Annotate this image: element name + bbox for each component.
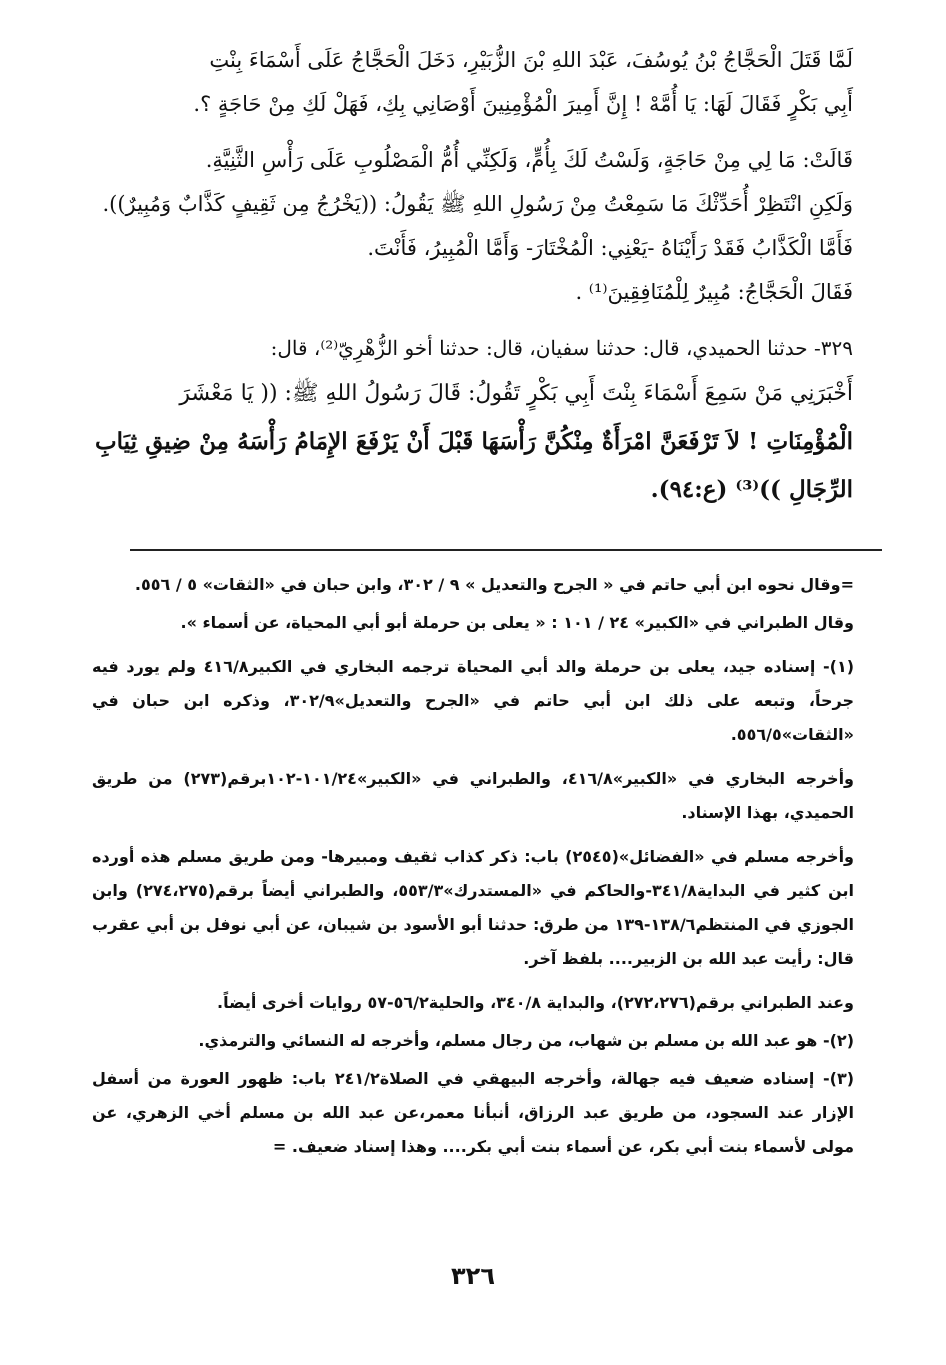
narration-line: لَمَّا قَتَلَ الْحَجَّاجُ بْنُ يُوسُفَ، عَبْدَ اللهِ بْنَ الزُّبَيْرِ، دَخَلَ الْحَجَّاجُ عَلَى أَسْمَاءَ بِنْتِ	[209, 48, 853, 72]
hadith-text	[95, 418, 853, 514]
footnote-continuation: =وقال نحوه ابن أبي حاتم في « الجرح والتعديل » ٩ / ٣٠٢، وابن حبان في «الثقات» ٥ / ٥٥٦.	[134, 575, 854, 594]
hadith-chain-continued: أَخْبَرَنِي مَنْ سَمِعَ أَسْمَاءَ بِنْتَ أَبِي بَكْرٍ تَقُولُ: قَالَ رَسُولُ اللهِ ﷺ: (( يَا مَعْشَرَ	[179, 381, 853, 406]
narration-line: وَلَكِنِ انْتَظِرْ أُحَدِّثْكَ مَا سَمِعْتُ مِنْ رَسُولِ اللهِ ﷺ يَقُولُ: ((يَخْرُجُ مِن ثَقِيفٍ كَذَّابٌ وَمُبِيرٌ)).	[102, 192, 853, 216]
footnotes	[92, 568, 854, 1168]
main-text	[95, 38, 853, 514]
footnote-separator	[130, 549, 882, 551]
footnote-2: (٢)- هو عبد الله بن مسلم بن شهاب، من رجال مسلم، وأخرجه له النسائي والترمذي.	[198, 1031, 854, 1050]
footnote-continuation: وقال الطبراني في «الكبير» ٢٤ / ١٠١ : « يعلى بن حرملة أبو أبي المحياة، عن أسماء ».	[180, 613, 854, 632]
narration-line: أَبِي بَكْرٍ فَقَالَ لَهَا: يَا أُمَّهْ ! إِنَّ أَمِيرَ الْمُؤْمِنِينَ أَوْصَانِي بِكِ، فَهَلْ لَكِ مِنْ حَاجَةٍ ؟.	[193, 92, 853, 116]
page-number: ٣٢٦	[451, 1262, 495, 1290]
narration-line: قَالَتْ: مَا لِي مِنْ حَاجَةٍ، وَلَسْتُ لَكَ بِأُمٍّ، وَلَكِنِّي أُمُّ الْمَصْلُوبِ عَلَى رَأْسِ الثَّنِيَّةِ.	[205, 148, 853, 172]
footnote-1-takhrij: وعند الطبراني برقم(٢٧٢،٢٧٦)، والبداية ٣٤٠/٨، والحلية٥٦/٢-٥٧ روايات أخرى أيضاً.	[217, 993, 854, 1012]
footnote-3: (٣)- إسناده ضعيف فيه جهالة، وأخرجه البيهقي في الصلاة٢٤١/٢ باب: ظهور العورة من أسفل الإزار عند السجود، من طريق عبد الرزاق، أنبأنا معمر،عن عبد الله بن مسلم أخي الزهري، عن مولى لأسماء بنت أبي بكر، عن أسماء بنت أبي بكر.... وهذا إسناد ضعيف. =	[92, 1069, 855, 1156]
hadith-chain: ٣٢٩- حدثنا الحميدي، قال: حدثنا سفيان، قال: حدثنا أخو الزُّهْرِيّ⁽²⁾، قال:	[270, 336, 853, 360]
narration-line: فَقَالَ الْحَجَّاجُ: مُبِيرٌ لِلْمُنَافِقِينَ⁽¹⁾ .	[575, 280, 853, 304]
footnote-1-takhrij: وأخرجه مسلم في «الفضائل»(٢٥٤٥) باب: ذكر كذاب ثقيف ومبيرها- ومن طريق مسلم هذه أورده ابن كثير في البداية٣٤١/٨-والحاكم في «المستدرك»٥٥٣/٣، والطبراني أيضاً برقم(٢٧٤،٢٧٥) وابن الجوزي في المنتظم١٣٨/٦-١٣٩ من طرق: حدثنا أبو الأسود بن شيبان، عن أبي نوفل بن أبي عقرب قال: رأيت عبد الله بن الزبير.... بلفظ آخر.	[92, 847, 855, 968]
footnote-1-takhrij: وأخرجه البخاري في «الكبير»٤١٦/٨، والطبراني في «الكبير»١٠١/٢٤-١٠٢برقم(٢٧٣) من طريق الحميدي، بهذا الإسناد.	[92, 769, 854, 822]
hadith-reference: ))⁽³⁾ (ع:٩٤).	[650, 476, 781, 503]
hadith-matn: الْمُؤْمِنَاتِ ! لاَ تَرْفَعَنَّ امْرَأَةٌ مِنْكُنَّ رَأْسَهَا قَبْلَ أَنْ يَرْفَعَ الإِمَامُ رَأْسَهُ مِنْ ضِيقِ ثِيَابِ الرِّجَالِ	[95, 428, 853, 503]
footnote-1: (١)- إسناده جيد، يعلى بن حرملة والد أبي المحياة ترجمه البخاري في الكبير٤١٦/٨ ولم يورد فيه جرحاً، وتبعه على ذلك ابن أبي حاتم في «الجرح والتعديل»٣٠٢/٩، وذكره ابن حبان في «الثقات»٥٥٦/٥.	[92, 657, 855, 744]
narration-line: فَأَمَّا الْكَذَّابُ فَقَدْ رَأَيْنَاهُ -يَعْنِي: الْمُخْتَارَ- وَأَمَّا الْمُبِيرُ، فَأَنْتَ.	[367, 236, 853, 260]
